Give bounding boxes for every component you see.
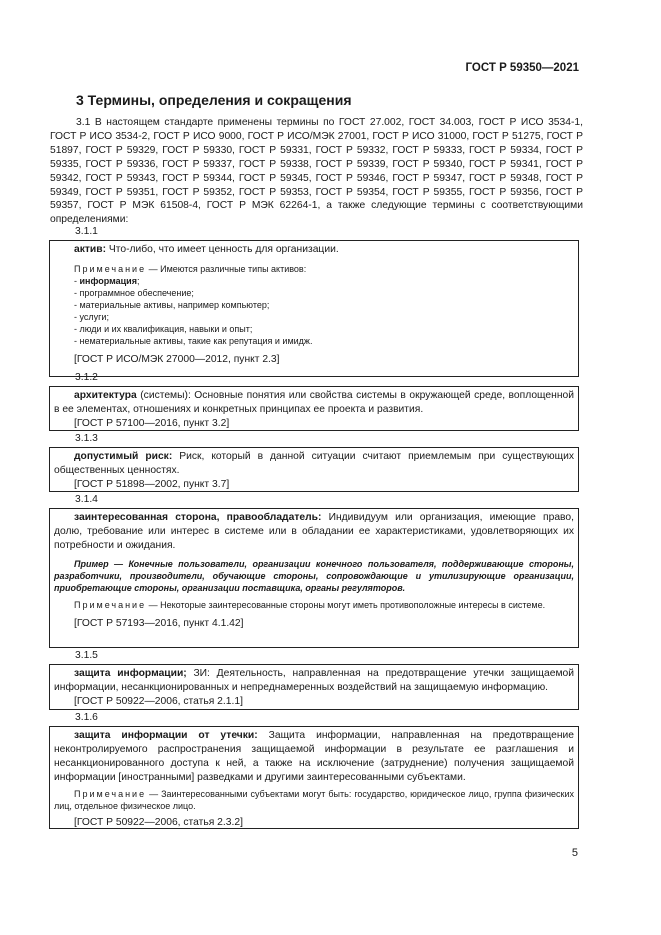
intro-text: 3.1 В настоящем стандарте применены термины по ГОСТ 27.002, ГОСТ 34.003, ГОСТ Р ИСО 3534-1, ГОСТ Р ИСО 3534-2, ГОСТ Р ИСО 9000, ГОСТ Р ИСО/МЭК 27001, ГОСТ Р ИСО 31000, ГОСТ Р 51275, ГОСТ Р 51897, ГОСТ Р 59329, ГОСТ Р 59330, ГОСТ Р 59331, ГОСТ Р 59332, ГОСТ Р 59333, ГОСТ Р 59334, ГОСТ Р 59335, ГОСТ Р 59336, ГОСТ Р 59337, ГОСТ Р 59338, ГОСТ Р 59339, ГОСТ Р 59340, ГОСТ Р 59341, ГОСТ Р 59342, ГОСТ Р 59343, ГОСТ Р 59344, ГОСТ Р 59345, ГОСТ Р 59346, ГОСТ Р 59347, ГОСТ Р 59348, ГОСТ Р 59349, ГОСТ Р 59351, ГОСТ Р 59352, ГОСТ Р 59353, ГОСТ Р 59354, ГОСТ Р 59355, ГОСТ Р 59356, ГОСТ Р 59357, ГОСТ Р МЭК 61508-4, ГОСТ Р МЭК 62264-1, а также следующие термины с соответствующими определениями: <box>50 117 583 226</box>
term-number: 3.1.4 <box>75 494 98 505</box>
section-title: 3 Термины, определения и сокращения <box>76 92 352 108</box>
term-example: Пример — Конечные пользователи, организации конечного пользователя, поддерживающие стороны, разработчики, производители, обучающие стороны, сопровождающие и утилизирующие организации, приобретающие стороны, организации поставщика, органы регуляторов. <box>54 558 574 594</box>
document-header-id: ГОСТ Р 59350—2021 <box>465 62 579 74</box>
term-definition: Индивидуум или организация, имеющие право, долю, требование или интерес в системе или в обладании ее характеристиками, удовлетворяющих их потребности и ожидания. <box>54 512 574 551</box>
term-box-leak-protection <box>49 726 579 829</box>
term-box-asset <box>49 240 579 377</box>
term-number: 3.1.3 <box>75 433 98 444</box>
list-item: - услуги; <box>74 312 109 323</box>
list-item: - материальные активы, например компьютер; <box>74 300 270 311</box>
term-box-stakeholder <box>49 508 579 648</box>
term-definition: Риск, который в данной ситуации считают приемлемым при существующих общественных ценностях. <box>54 451 574 476</box>
list-item: - информация; <box>74 276 140 287</box>
page-number: 5 <box>571 847 578 859</box>
term-definition: ЗИ: Деятельность, направленная на предотвращение утечки защищаемой информации, несанкционированных и непреднамеренных воздействий на защищаемую информацию. <box>54 668 574 693</box>
note-text: — Некоторые заинтересованные стороны могут иметь противоположные интересы в системе. <box>146 600 546 611</box>
term-definition: (системы): Основные понятия или свойства системы в окружающей среде, воплощенной в ее элементах, отношениях и конкретных принципах ее проекта и развития. <box>54 390 574 415</box>
term-number: 3.1.6 <box>75 712 98 723</box>
term-name: защита информации; <box>74 668 187 679</box>
list-item: - программное обеспечение; <box>74 288 194 299</box>
term-box-acceptable-risk <box>49 447 579 492</box>
term-name: заинтересованная сторона, правообладатель: <box>74 512 322 523</box>
list-item: - люди и их квалификация, навыки и опыт; <box>74 324 253 335</box>
term-box-architecture <box>49 386 579 431</box>
term-number: 3.1.5 <box>75 650 98 661</box>
note-text: — Имеются различные типы активов: <box>146 263 307 274</box>
term-reference: [ГОСТ Р ИСО/МЭК 27000—2012, пункт 2.3] <box>74 354 280 366</box>
note-text: — Заинтересованными субъектами могут быть: государство, юридическое лицо, группа физических лиц, отдельное физическое лицо. <box>54 788 574 811</box>
list-item: - нематериальные активы, такие как репутация и имидж. <box>74 336 313 347</box>
note-label: Примечание <box>74 788 147 799</box>
term-reference: [ГОСТ Р 57193—2016, пункт 4.1.42] <box>74 617 244 629</box>
asset-types-list <box>54 275 574 347</box>
term-reference: [ГОСТ Р 50922—2006, статья 2.1.1] <box>74 695 243 707</box>
term-name: архитектура <box>74 390 137 401</box>
term-box-info-protection <box>49 664 579 710</box>
term-name: защита информации от утечки: <box>74 730 258 741</box>
term-definition: Защита информации, направленная на предотвращение неконтролируемого распространения защищаемой информации в результате ее разглашения и несанкционированного доступа к ней, а также на исключение (затруднение) получения защищаемой информации [иностранными] разведками и другими заинтересованными субъектами. <box>54 730 574 783</box>
term-name: актив: <box>74 244 107 255</box>
term-name: допустимый риск: <box>74 451 173 462</box>
term-reference: [ГОСТ Р 50922—2006, статья 2.3.2] <box>74 817 243 829</box>
note-label: Примечание <box>74 600 147 611</box>
term-number: 3.1.1 <box>75 226 98 237</box>
note-label: Примечание <box>74 263 147 274</box>
term-reference: [ГОСТ Р 51898—2002, пункт 3.7] <box>74 478 230 490</box>
term-number: 3.1.2 <box>75 372 98 383</box>
term-definition: Что-либо, что имеет ценность для организации. <box>106 244 339 255</box>
term-reference: [ГОСТ Р 57100—2016, пункт 3.2] <box>74 417 230 429</box>
intro-paragraph <box>50 116 583 227</box>
